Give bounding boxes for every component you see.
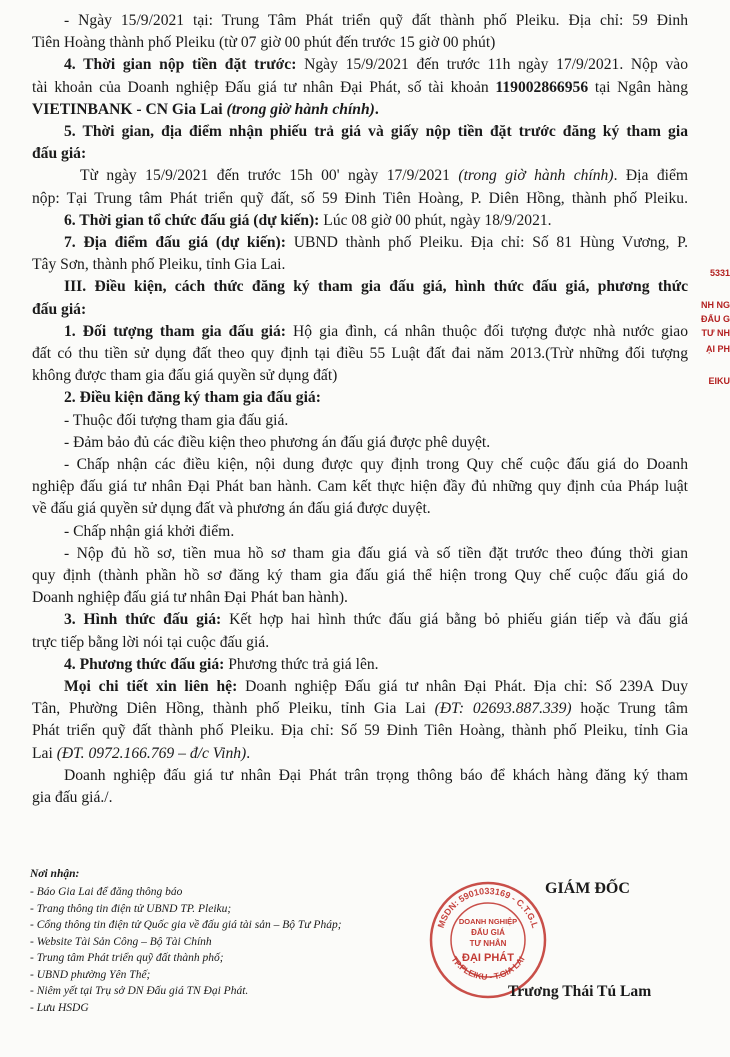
text-line: - Thuộc đối tượng tham gia đấu giá.: [64, 411, 289, 429]
svg-text:ĐẠI PHÁT: ĐẠI PHÁT: [462, 952, 514, 964]
text-line: - Ngày 15/9/2021 tại: Trung Tâm Phát triển quỹ đất thành phố Pleiku. Địa chỉ: 59 Đinh: [64, 12, 688, 29]
text-line: Lai (ĐT. 0972.166.769 – đ/c Vinh).: [32, 744, 251, 762]
svg-text:ĐẤU GIÁ: ĐẤU GIÁ: [471, 928, 505, 937]
text-line: về đấu giá quyền sử dụng đất và phương án đấu giá được duyệt.: [32, 500, 431, 518]
svg-text:DOANH NGHIỆP: DOANH NGHIỆP: [458, 917, 518, 926]
svg-text:MSDN: 5901033169 - C.T.G.L: MSDN: 5901033169 - C.T.G.L: [435, 885, 541, 930]
recipient-item: - Cổng thông tin điện tử Quốc gia về đấu giá tài sản – Bộ Tư Pháp;: [30, 919, 342, 931]
recipient-item: - Website Tài Sản Công – Bộ Tài Chính: [30, 935, 212, 948]
text-line: 7. Địa điểm đấu giá (dự kiến): UBND thành phố Pleiku. Địa chỉ: Số 81 Hùng Vương, P.: [64, 234, 689, 251]
text-line: 1. Đối tượng tham gia đấu giá: Hộ gia đình, cá nhân thuộc đối tượng được nhà nước giao: [64, 322, 688, 340]
text-line: không được tham gia đấu giá quyền sử dụng đất): [32, 367, 338, 385]
fold-fragment: TƯ NH: [701, 328, 730, 338]
recipients-heading: Nơi nhận:: [30, 868, 80, 880]
text-line: 4. Thời gian nộp tiền đặt trước: Ngày 15/9/2021 đến trước 11h ngày 17/9/2021. Nộp vào: [64, 56, 688, 74]
text-line: Từ ngày 15/9/2021 đến trước 15h 00' ngày 17/9/2021 (trong giờ hành chính). Địa điểm: [80, 167, 689, 185]
recipient-item: - Trang thông tin điện tử UBND TP. Pleiku;: [30, 902, 232, 915]
text-line: đất có thu tiền sử dụng đất theo quy định tại điều 55 Luật đất đai năm 2013.(Trừ những đối tượng: [32, 345, 688, 362]
text-line: 3. Hình thức đấu giá: Kết hợp hai hình thức đấu giá bằng bỏ phiếu gián tiếp và đấu giá: [64, 611, 688, 629]
signer-name: Trương Thái Tú Lam: [508, 983, 652, 1000]
text-line: đấu giá:: [32, 300, 87, 318]
text-line: tài khoản của Doanh nghiệp Đấu giá tư nhân Đại Phát, số tài khoản 119002866956 tại Ngân hàng: [32, 78, 688, 96]
text-line: Phát triển quỹ đất thành phố Pleiku. Địa chỉ: Số 59 Đinh Tiên Hoàng, thành phố Pleiku, tỉnh Gia: [32, 722, 688, 740]
text-line: 6. Thời gian tổ chức đấu giá (dự kiến): Lúc 08 giờ 00 phút, ngày 18/9/2021.: [64, 211, 552, 229]
text-line: Doanh nghiệp đấu giá tư nhân Đại Phát trân trọng thông báo để khách hàng đăng ký tham: [64, 766, 688, 784]
recipient-item: - Niêm yết tại Trụ sở DN Đấu giá TN Đại Phát.: [30, 985, 249, 997]
recipient-item: - UBND phường Yên Thế;: [30, 968, 151, 981]
text-line: Tiên Hoàng thành phố Pleiku (từ 07 giờ 00 phút đến trước 15 giờ 00 phút): [32, 34, 496, 52]
text-line: VIETINBANK - CN Gia Lai (trong giờ hành chính).: [32, 100, 379, 118]
fold-fragment: EIKU: [708, 376, 730, 386]
text-line: Doanh nghiệp đấu giá tư nhân Đại Phát ban hành).: [32, 589, 348, 607]
text-line: nghiệp đấu giá tư nhân Đại Phát ban hành. Cam kết thực hiện đầy đủ những quy định của Pháp luật: [32, 478, 688, 496]
text-line: - Chấp nhận các điều kiện, nội dung được quy định trong Quy chế cuộc đấu giá do Doanh: [64, 456, 688, 473]
text-line: quy định (thành phần hồ sơ đăng ký tham gia đấu giá thể hiện trong Quy chế cuộc đấu giá do: [32, 567, 688, 584]
svg-text:TƯ NHÂN: TƯ NHÂN: [469, 939, 507, 948]
text-line: nộp: Tại Trung tâm Phát triển quỹ đất, số 59 Đinh Tiên Hoàng, P. Diên Hồng, thành phố Pleiku.: [32, 189, 688, 207]
signature-title: GIÁM ĐỐC: [545, 880, 630, 897]
text-line: Tây Sơn, thành phố Pleiku, tỉnh Gia Lai.: [32, 256, 286, 274]
text-line: Tân, Phường Diên Hồng, thành phố Pleiku, tỉnh Gia Lai (ĐT: 02693.887.339) hoặc Trung tâm: [32, 700, 688, 718]
text-line: 4. Phương thức đấu giá: Phương thức trả giá lên.: [64, 655, 379, 673]
recipient-item: - Lưu HSDG: [30, 1001, 89, 1014]
svg-text:TP.PLEIKU - T.GIA LAI: TP.PLEIKU - T.GIA LAI: [449, 954, 527, 982]
text-line: gia đấu giá./.: [32, 789, 113, 806]
fold-fragment: 5331: [709, 268, 730, 278]
text-line: 5. Thời gian, địa điểm nhận phiếu trả giá và giấy nộp tiền đặt trước đăng ký tham gia: [64, 123, 688, 140]
fold-fragment: ĐẤU G: [701, 314, 730, 324]
text-line: - Chấp nhận giá khởi điểm.: [64, 522, 235, 540]
text-line: đấu giá:: [32, 145, 87, 163]
recipient-item: - Trung tâm Phát triển quỹ đất thành phố;: [30, 952, 224, 964]
text-line: III. Điều kiện, cách thức đăng ký tham gia đấu giá, hình thức đấu giá, phương thức: [64, 278, 688, 296]
company-seal: [428, 880, 548, 1000]
fold-fragment: ẠI PH: [705, 344, 730, 354]
text-line: 2. Điều kiện đăng ký tham gia đấu giá:: [64, 389, 321, 407]
fold-fragment: NH NG: [701, 300, 730, 310]
text-line: - Nộp đủ hồ sơ, tiền mua hồ sơ tham gia đấu giá và số tiền đặt trước theo đúng thời gian: [64, 544, 688, 562]
text-line: - Đảm bảo đủ các điều kiện theo phương án đấu giá được phê duyệt.: [64, 433, 491, 451]
text-line: Mọi chi tiết xin liên hệ: Doanh nghiệp Đấu giá tư nhân Đại Phát. Địa chỉ: Số 239A Duy: [64, 678, 688, 695]
recipient-item: - Báo Gia Lai để đăng thông báo: [30, 886, 183, 898]
text-line: trực tiếp bằng lời nói tại cuộc đấu giá.: [32, 633, 270, 651]
